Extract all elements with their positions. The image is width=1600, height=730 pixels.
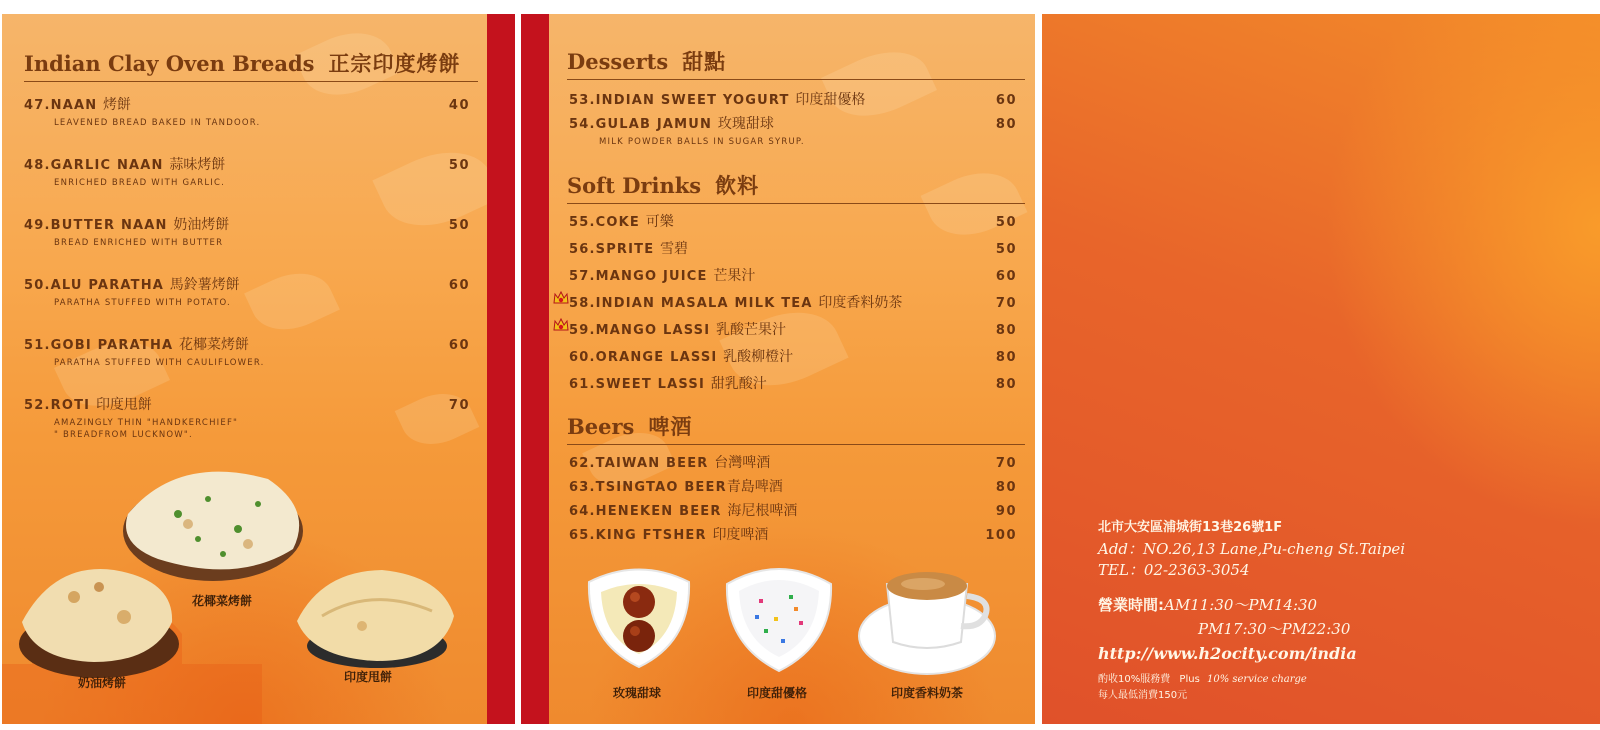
item-name-zh: 乳酸芒果汁 — [716, 322, 787, 338]
heading-en: Beers — [567, 414, 635, 439]
item-price: 100 — [985, 528, 1017, 543]
gulab-jamun-image — [579, 562, 699, 672]
item-name-zh: 可樂 — [645, 214, 674, 230]
item-name: 48.GARLIC NAAN — [24, 158, 164, 173]
item-name-zh: 蒜味烤餅 — [169, 157, 226, 173]
item-name: 47.NAAN — [24, 98, 98, 113]
address-en: Add：NO.26,13 Lane,Pu-cheng St.Taipei — [1098, 540, 1405, 558]
menu-item[interactable] — [569, 452, 1017, 472]
heading-en: Desserts — [567, 49, 669, 74]
heading-en: Indian Clay Oven Breads — [24, 51, 315, 76]
menu-item[interactable] — [569, 292, 1017, 312]
item-description: ENRICHED BREAD WITH GARLIC. — [54, 178, 226, 188]
caption-gobi-paratha: 花椰菜烤餅 — [192, 594, 253, 608]
item-name: 49.BUTTER NAAN — [24, 218, 168, 233]
section-heading-soft-drinks — [567, 170, 1025, 204]
item-name-zh: 海尼根啤酒 — [727, 503, 798, 519]
recommended-crown-icon — [553, 290, 569, 306]
menu-item[interactable] — [569, 346, 1017, 366]
item-name: 51.GOBI PARATHA — [24, 338, 174, 353]
menu-item[interactable] — [569, 265, 1017, 285]
heading-en: Soft Drinks — [567, 173, 702, 198]
item-name: 52.ROTI — [24, 398, 91, 413]
business-hours — [1098, 594, 1317, 615]
menu-item[interactable] — [569, 524, 1017, 544]
service-charge-note — [1098, 670, 1307, 685]
item-price: 70 — [448, 398, 470, 413]
item-name-zh: 玫瑰甜球 — [717, 116, 774, 132]
item-name: 56.SPRITE — [569, 242, 655, 257]
minimum-charge: 每人最低消費150元 — [1098, 690, 1188, 701]
item-price: 70 — [995, 456, 1017, 471]
item-description: AMAZINGLY THIN "HANDKERCHIEF" — [54, 418, 239, 428]
item-name: 55.COKE — [569, 215, 640, 230]
item-name-zh: 青島啤酒 — [726, 479, 783, 495]
menu-item[interactable] — [24, 214, 470, 249]
item-name: 54.GULAB JAMUN — [569, 117, 713, 132]
menu-item[interactable] — [24, 334, 470, 369]
item-name: 50.ALU PARATHA — [24, 278, 165, 293]
caption-sweet-yogurt: 印度甜優格 — [747, 686, 808, 700]
caption-butter-naan: 奶油烤餅 — [78, 676, 127, 690]
item-name-zh: 奶油烤餅 — [173, 217, 230, 233]
menu-item[interactable] — [24, 394, 470, 441]
item-name: 57.MANGO JUICE — [569, 269, 708, 284]
menu-item[interactable] — [569, 373, 1017, 393]
restaurant-info-panel — [1042, 14, 1600, 724]
item-description: MILK POWDER BALLS IN SUGAR SYRUP. — [599, 137, 805, 147]
masala-tea-image — [857, 554, 1007, 679]
item-name-zh: 乳酸柳橙汁 — [723, 349, 794, 365]
item-price: 50 — [995, 215, 1017, 230]
item-name-zh: 印度香料奶茶 — [818, 295, 903, 311]
butter-naan-image — [14, 562, 184, 682]
hours-label: 營業時間: — [1098, 596, 1164, 614]
recommended-crown-icon — [553, 317, 569, 333]
item-price: 60 — [448, 338, 470, 353]
address-zh: 北市大安區浦城街13巷26號1F — [1098, 520, 1283, 535]
item-name-zh: 印度甜優格 — [795, 92, 866, 108]
item-name: 60.ORANGE LASSI — [569, 350, 718, 365]
item-price: 40 — [448, 98, 470, 113]
hours-dinner: PM17:30～PM22:30 — [1198, 620, 1351, 638]
item-name-zh: 馬鈴薯烤餅 — [169, 277, 240, 293]
item-name-zh: 烤餅 — [103, 97, 132, 113]
caption-masala-tea: 印度香料奶茶 — [891, 686, 964, 700]
item-name-zh: 印度甩餅 — [95, 397, 152, 413]
item-price: 60 — [448, 278, 470, 293]
item-price: 80 — [995, 377, 1017, 392]
heading-zh: 啤酒 — [648, 414, 693, 439]
service-charge-en: 10% service charge — [1206, 674, 1307, 685]
item-name-zh: 芒果汁 — [713, 268, 756, 284]
menu-item[interactable] — [569, 113, 1017, 148]
heading-zh: 正宗印度烤餅 — [328, 51, 461, 76]
menu-item[interactable] — [24, 154, 470, 189]
menu-panel-drinks — [549, 14, 1035, 724]
heading-zh: 飲料 — [715, 173, 760, 198]
item-name-zh: 甜乳酸汁 — [710, 376, 767, 392]
item-price: 50 — [448, 158, 470, 173]
item-price: 60 — [995, 93, 1017, 108]
website-link[interactable]: http://www.h2ocity.com/india — [1098, 644, 1357, 663]
item-price: 50 — [995, 242, 1017, 257]
item-name-zh: 台灣啤酒 — [714, 455, 771, 471]
caption-roti: 印度甩餅 — [344, 670, 393, 684]
caption-gulab-jamun: 玫瑰甜球 — [613, 686, 662, 700]
divider-strip — [487, 14, 515, 724]
menu-item[interactable] — [569, 211, 1017, 231]
menu-item[interactable] — [569, 89, 1017, 109]
service-charge-plus: Plus — [1179, 674, 1200, 685]
item-description-line2: " BREADFROM LUCKNOW". — [54, 430, 193, 440]
item-name: 61.SWEET LASSI — [569, 377, 706, 392]
item-name-zh: 雪碧 — [660, 241, 689, 257]
item-description: LEAVENED BREAD BAKED IN TANDOOR. — [54, 118, 261, 128]
menu-item[interactable] — [569, 238, 1017, 258]
item-description: BREAD ENRICHED WITH BUTTER — [54, 238, 224, 248]
item-price: 80 — [995, 480, 1017, 495]
item-price: 80 — [995, 117, 1017, 132]
item-name: 65.KING FTSHER — [569, 528, 707, 543]
section-heading-breads — [24, 48, 478, 82]
item-price: 50 — [448, 218, 470, 233]
menu-item[interactable] — [24, 274, 470, 309]
item-description: PARATHA STUFFED WITH CAULIFLOWER. — [54, 358, 265, 368]
item-price: 90 — [995, 504, 1017, 519]
item-name: 53.INDIAN SWEET YOGURT — [569, 93, 790, 108]
item-name: 63.TSINGTAO BEER — [569, 480, 727, 495]
item-description: PARATHA STUFFED WITH POTATO. — [54, 298, 231, 308]
item-price: 80 — [995, 323, 1017, 338]
item-name-zh: 花椰菜烤餅 — [179, 337, 250, 353]
hours-lunch: AM11:30～PM14:30 — [1164, 596, 1318, 614]
item-name: 58.INDIAN MASALA MILK TEA — [569, 296, 813, 311]
section-heading-beers — [567, 411, 1025, 445]
item-price: 60 — [995, 269, 1017, 284]
heading-zh: 甜點 — [682, 49, 727, 74]
item-name: 62.TAIWAN BEER — [569, 456, 709, 471]
sweet-yogurt-image — [719, 559, 839, 674]
telephone[interactable]: TEL：02-2363-3054 — [1098, 561, 1250, 579]
divider-strip — [521, 14, 549, 724]
menu-panel-breads — [2, 14, 488, 724]
roti-image — [292, 566, 462, 676]
item-name: 59.MANGO LASSI — [569, 323, 711, 338]
menu-item[interactable] — [569, 500, 1017, 520]
item-name-zh: 印度啤酒 — [712, 527, 769, 543]
item-price: 70 — [995, 296, 1017, 311]
item-price: 80 — [995, 350, 1017, 365]
menu-item[interactable] — [569, 319, 1017, 339]
menu-item[interactable] — [24, 94, 470, 129]
menu-item[interactable] — [569, 476, 1017, 496]
item-name: 64.HENEKEN BEER — [569, 504, 722, 519]
service-charge-zh: 酌收10%服務費 — [1098, 674, 1171, 685]
section-heading-desserts — [567, 46, 1025, 80]
